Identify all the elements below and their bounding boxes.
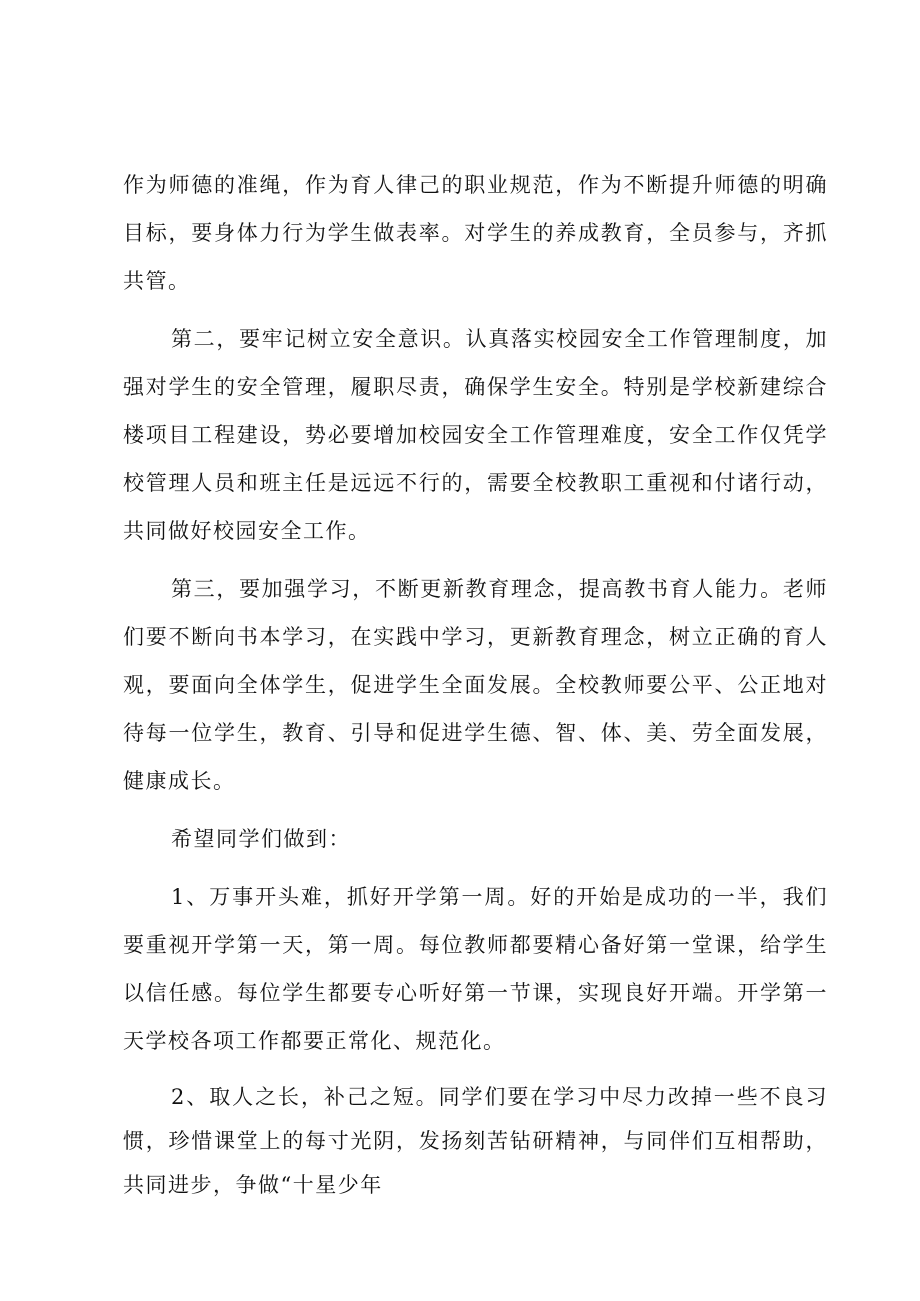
document-body: [123, 161, 828, 1207]
paragraph-item-1: 1、万事开头难，抓好开学第一周。好的开始是成功的一半，我们要重视开学第一天，第一周。每位教师都要精心备好第一堂课，给学生以信任感。每位学生都要专心听好第一节课，实现良好开端。开学第一天学校各项工作都要正常化、规范化。: [123, 885, 828, 1053]
paragraph-learning: 第三，要加强学习，不断更新教育理念，提高教书育人能力。老师们要不断向书本学习，在实践中学习，更新教育理念，树立正确的育人观，要面向全体学生，促进学生全面发展。全校教师要公平、公正地对待每一位学生，教育、引导和促进学生德、智、体、美、劳全面发展，健康成长。: [123, 577, 828, 793]
paragraph-continuation: 作为师德的准绳，作为育人律己的职业规范，作为不断提升师德的明确目标，要身体力行为学生做表率。对学生的养成教育，全员参与，齐抓共管。: [123, 173, 828, 293]
paragraph-item-2: 2、取人之长，补己之短。同学们要在学习中尽力改掉一些不良习惯，珍惜课堂上的每寸光阴，发扬刻苦钻研精神，与同伴们互相帮助，共同进步，争做“十星少年: [123, 1085, 828, 1197]
paragraph-student-hopes-heading: 希望同学们做到：: [171, 827, 351, 851]
paragraph-safety: 第二，要牢记树立安全意识。认真落实校园安全工作管理制度，加强对学生的安全管理，履职尽责，确保学生安全。特别是学校新建综合楼项目工程建设，势必要增加校园安全工作管理难度，安全工作仅凭学校管理人员和班主任是远远不行的，需要全校教职工重视和付诸行动，共同做好校园安全工作。: [123, 327, 828, 543]
